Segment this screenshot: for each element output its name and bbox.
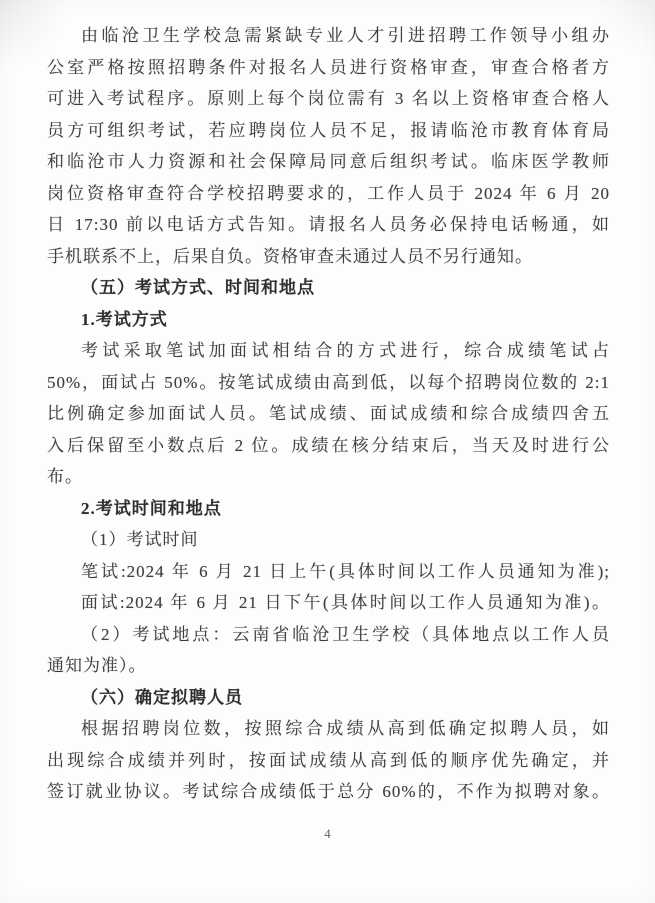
text-line: 由临沧卫生学校急需紧缺专业人才引进招聘工作领导小组办 [81, 26, 610, 45]
text-line: 出现综合成绩并列时，按面试成绩从高到低的顺序优先确定，并 [47, 750, 610, 770]
text-line: 公室严格按照招聘条件对报名人员进行资格审查，审查合格者方 [47, 57, 610, 77]
text-line: 员方可组织考试，若应聘岗位人员不足，报请临沧市教育体育局 [47, 120, 610, 140]
text-line-interview: 面试:2024 年 6 月 21 日下午(具体时间以工作人员通知为准)。 [81, 593, 610, 612]
text-line: 和临沧市人力资源和社会保障局同意后组织考试。临床医学教师 [47, 152, 610, 171]
text-line: 手机联系不上，后果自负。资格审查未通过人员不另行通知。 [47, 246, 533, 266]
text-line: 可进入考试程序。原则上每个岗位需有 3 名以上资格审查合格人 [47, 89, 610, 108]
text-line: 岗位资格审查符合学校招聘要求的，工作人员于 2024 年 6 月 20 [47, 183, 610, 203]
text-line: 根据招聘岗位数，按照综合成绩从高到低确定拟聘人员，如 [81, 719, 610, 738]
text-line: 考试采取笔试加面试相结合的方式进行，综合成绩笔试占 [81, 341, 610, 360]
heading-exam-time-place: 2.考试时间和地点 [81, 498, 222, 518]
heading-section-5-exam-method-time-place: （五）考试方式、时间和地点 [81, 278, 315, 297]
text-line: 签订就业协议。考试综合成绩低于总分 60%的，不作为拟聘对象。 [47, 782, 610, 801]
text-line: 50%，面试占 50%。按笔试成绩由高到低，以每个招聘岗位数的 2:1 [47, 372, 610, 392]
text-line: 布。 [47, 467, 83, 486]
text-line-exam-location: （2）考试地点：云南省临沧卫生学校（具体地点以工作人员 [81, 624, 610, 644]
text-line: 比例确定参加面试人员。笔试成绩、面试成绩和综合成绩四舍五 [47, 404, 610, 423]
page-number: 4 [324, 827, 331, 841]
text-line: 日 17:30 前以电话方式告知。请报名人员务必保持电话畅通，如 [47, 215, 610, 234]
text-line: 入后保留至小数点后 2 位。成绩在核分结束后，当天及时进行公 [47, 435, 610, 455]
heading-section-6-confirm-candidates: （六）确定拟聘人员 [81, 687, 243, 707]
text-line: 通知为准）。 [47, 656, 147, 675]
document-body [47, 20, 610, 808]
subheading-exam-time: （1）考试时间 [81, 530, 199, 549]
heading-exam-method: 1.考试方式 [81, 309, 168, 329]
text-line-written-exam: 笔试:2024 年 6 月 21 日上午(具体时间以工作人员通知为准); [81, 561, 610, 581]
